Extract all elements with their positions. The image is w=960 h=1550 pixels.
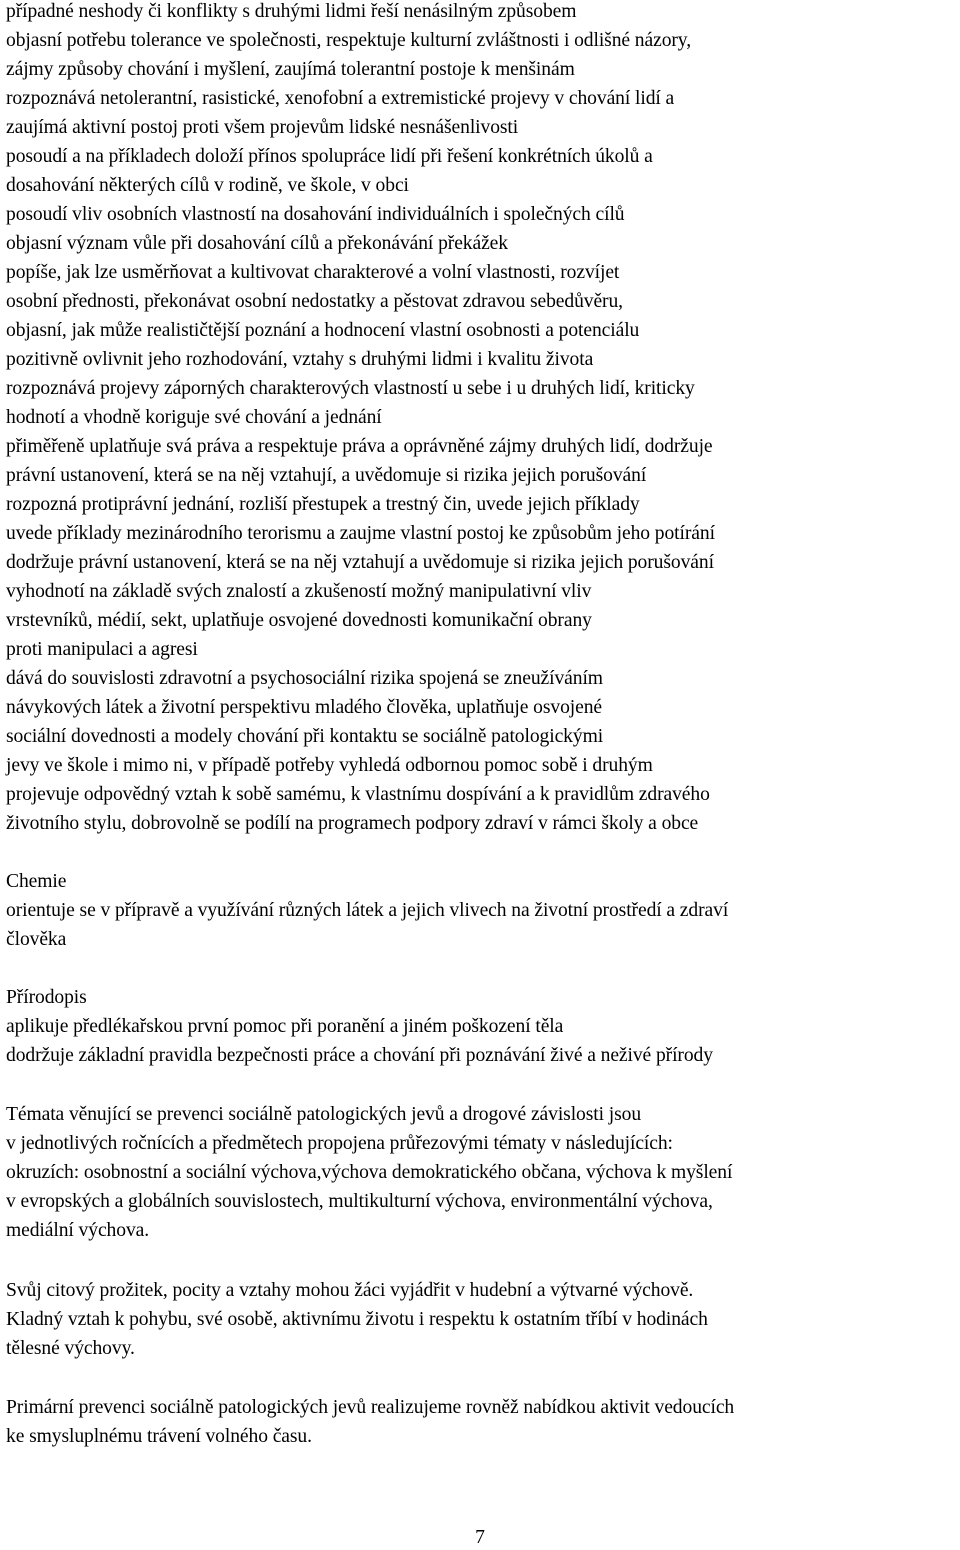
text-line: objasní, jak může realističtější poznání a hodnocení vlastní osobnosti a potenciálu — [6, 320, 640, 341]
text-line: posoudí vliv osobních vlastností na dosahování individuálních i společných cílů — [6, 204, 625, 225]
text-line: dodržuje právní ustanovení, která se na něj vztahují a uvědomuje si rizika jejich porušování — [6, 552, 714, 573]
text-line: vyhodnotí na základě svých znalostí a zkušeností možný manipulativní vliv — [6, 581, 592, 602]
paragraph-line: mediální výchova. — [6, 1220, 150, 1241]
text-line: objasní význam vůle při dosahování cílů a překonávání překážek — [6, 233, 508, 254]
text-line: dodržuje základní pravidla bezpečnosti práce a chování při poznávání živé a neživé přírody — [6, 1045, 713, 1066]
text-line: životního stylu, dobrovolně se podílí na programech podpory zdraví v rámci školy a obce — [6, 813, 699, 834]
text-line: návykových látek a životní perspektivu mladého člověka, uplatňuje osvojené — [6, 697, 603, 718]
paragraph-line: Svůj citový prožitek, pocity a vztahy mohou žáci vyjádřit v hudební a výtvarné výchově. — [6, 1280, 694, 1301]
text-line: hodnotí a vhodně koriguje své chování a jednání — [6, 407, 382, 428]
text-line: proti manipulaci a agresi — [6, 639, 198, 660]
text-line: rozpoznává netolerantní, rasistické, xenofobní a extremistické projevy v chování lidí a — [6, 88, 675, 109]
paragraph-line: okruzích: osobnostní a sociální výchova,výchova demokratického občana, výchova k myšlení — [6, 1162, 733, 1183]
section-heading-prirodopis: Přírodopis — [6, 987, 87, 1008]
text-line: uvede příklady mezinárodního terorismu a zaujme vlastní postoj ke způsobům jeho potírání — [6, 523, 715, 544]
paragraph-line: Primární prevenci sociálně patologických jevů realizujeme rovněž nabídkou aktivit vedoucích — [6, 1397, 735, 1418]
paragraph-line: ke smysluplnému trávení volného času. — [6, 1426, 312, 1447]
text-line: člověka — [6, 929, 67, 950]
paragraph-line: tělesné výchovy. — [6, 1338, 135, 1359]
text-line: vrstevníků, médií, sekt, uplatňuje osvojené dovednosti komunikační obrany — [6, 610, 592, 631]
text-line: přiměřeně uplatňuje svá práva a respektuje práva a oprávněné zájmy druhých lidí, dodržuje — [6, 436, 713, 457]
text-line: orientuje se v přípravě a využívání různých látek a jejich vlivech na životní prostředí a zdraví — [6, 900, 729, 921]
section-heading-chemie: Chemie — [6, 871, 67, 892]
text-line: dává do souvislosti zdravotní a psychosociální rizika spojená se zneužíváním — [6, 668, 603, 689]
text-line: rozpozná protiprávní jednání, rozliší přestupek a trestný čin, uvede jejich příklady — [6, 494, 640, 515]
text-line: dosahování některých cílů v rodině, ve škole, v obci — [6, 175, 409, 196]
text-line: posoudí a na příkladech doloží přínos spolupráce lidí při řešení konkrétních úkolů a — [6, 146, 653, 167]
paragraph-line: v jednotlivých ročnících a předmětech propojena průřezovými tématy v následujících: — [6, 1133, 673, 1154]
paragraph-line: v evropských a globálních souvislostech, multikulturní výchova, environmentální výchova, — [6, 1191, 713, 1212]
text-line: aplikuje předlékařskou první pomoc při poranění a jiném poškození těla — [6, 1016, 564, 1037]
text-line: zaujímá aktivní postoj proti všem projevům lidské nesnášenlivosti — [6, 117, 519, 138]
text-line: zájmy způsoby chování i myšlení, zaujímá tolerantní postoje k menšinám — [6, 59, 575, 80]
text-line: projevuje odpovědný vztah k sobě samému, k vlastnímu dospívání a k pravidlům zdravého — [6, 784, 710, 805]
text-line: osobní přednosti, překonávat osobní nedostatky a pěstovat zdravou sebedůvěru, — [6, 291, 623, 312]
paragraph-line: Kladný vztah k pohybu, své osobě, aktivnímu životu i respektu k ostatním tříbí v hodinách — [6, 1309, 708, 1330]
text-line: případné neshody či konflikty s druhými lidmi řeší nenásilným způsobem — [6, 1, 577, 22]
page-number: 7 — [475, 1527, 485, 1548]
text-line: pozitivně ovlivnit jeho rozhodování, vztahy s druhými lidmi i kvalitu života — [6, 349, 594, 370]
text-line: rozpoznává projevy záporných charakterových vlastností u sebe i u druhých lidí, kriticky — [6, 378, 695, 399]
text-line: právní ustanovení, která se na něj vztahují, a uvědomuje si rizika jejich porušování — [6, 465, 647, 486]
text-line: popíše, jak lze usměrňovat a kultivovat charakterové a volní vlastnosti, rozvíjet — [6, 262, 620, 283]
text-line: sociální dovednosti a modely chování při kontaktu se sociálně patologickými — [6, 726, 604, 747]
paragraph-line: Témata věnující se prevenci sociálně patologických jevů a drogové závislosti jsou — [6, 1104, 642, 1125]
text-line: jevy ve škole i mimo ni, v případě potřeby vyhledá odbornou pomoc sobě i druhým — [6, 755, 653, 776]
text-line: objasní potřebu tolerance ve společnosti, respektuje kulturní zvláštnosti i odlišné názory, — [6, 30, 692, 51]
